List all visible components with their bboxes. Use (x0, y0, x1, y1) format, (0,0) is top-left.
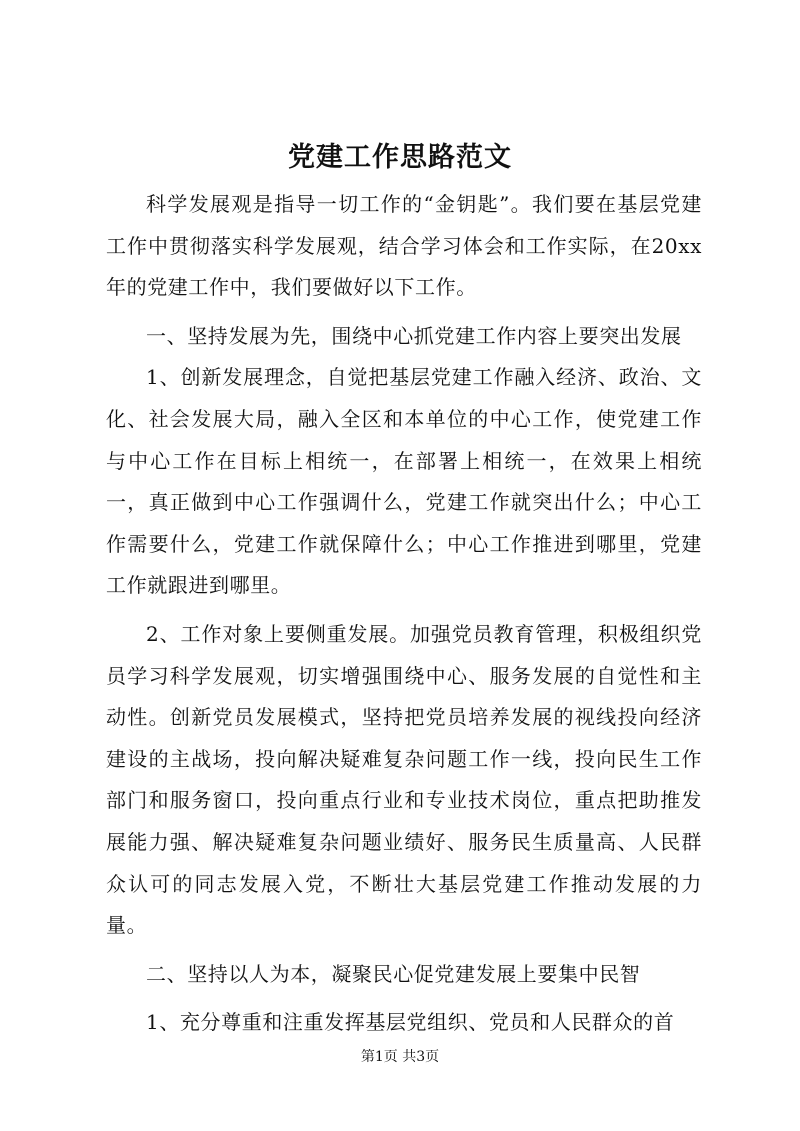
paragraph-2-1: 1、充分尊重和注重发挥基层党组织、党员和人民群众的首 (146, 1010, 675, 1035)
paragraph-1-2: 2、工作对象上要侧重发展。加强党员教育管理，积极组织党员学习科学发展观，切实增强围绕中心、服务发展的自觉性和主动性。创新党员发展模式，坚持把党员培养发展的视线投向经济建设的主战场，投向解决疑难复杂问题工作一线，投向民生工作部门和服务窗口，投向重点行业和专业技术岗位，重点把助推发展能力强、解决疑难复杂问题业绩好、服务民生质量高、人民群众认可的同志发展入党，不断壮大基层党建工作推动发展的力量。 (106, 621, 702, 938)
page-footer: 第1页 共3页 (360, 1049, 440, 1065)
document-body (106, 184, 702, 1044)
document-title: 党建工作思路范文 (288, 142, 512, 173)
section-heading-2: 二、坚持以人为本，凝聚民心促党建发展上要集中民智 (146, 961, 641, 986)
paragraph-1-1: 1、创新发展理念，自觉把基层党建工作融入经济、政治、文化、社会发展大局，融入全区和本单位的中心工作，使党建工作与中心工作在目标上相统一，在部署上相统一，在效果上相统一，真正做到中心工作强调什么，党建工作就突出什么；中心工作需要什么，党建工作就保障什么；中心工作推进到哪里，党建工作就跟进到哪里。 (106, 365, 702, 598)
section-heading-1: 一、坚持发展为先，围绕中心抓党建工作内容上要突出发展 (146, 323, 682, 348)
paragraph-intro: 科学发展观是指导一切工作的“金钥匙”。我们要在基层党建工作中贯彻落实科学发展观，结合学习体会和工作实际，在20xx年的党建工作中，我们要做好以下工作。 (106, 192, 702, 300)
